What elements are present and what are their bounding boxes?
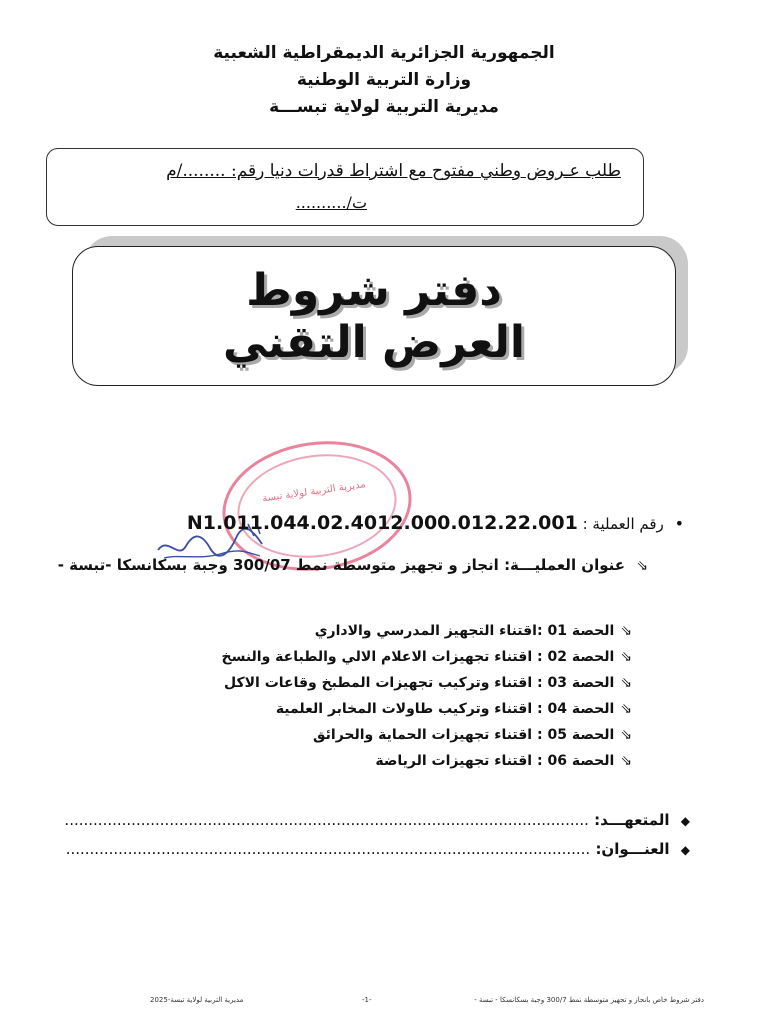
arrow-icon: ⇘ [620, 675, 632, 691]
page-number: -1- [362, 996, 372, 1004]
list-item [72, 618, 632, 644]
arrow-icon: ⇘ [620, 649, 632, 665]
operation-title-value: انجاز و تجهيز متوسطة نمط 300/07 وجبة بسكانسكا -تبسة - [57, 556, 499, 574]
lot-value: : اقتناء تجهيزات الحماية والحرائق [313, 727, 543, 743]
lot-label: الحصة 05 [547, 727, 615, 743]
address-blank: .............................................................................................................. [65, 840, 591, 858]
ministry-title: وزارة التربية الوطنية [296, 70, 472, 90]
title-box [72, 246, 676, 386]
bullet-icon: • [674, 514, 684, 533]
lot-value: :اقتناء التجهيز المدرسي والاداري [314, 623, 543, 639]
operation-number-row [187, 512, 684, 534]
lot-value: : اقتناء تجهيزات الرياضة [375, 753, 543, 769]
lot-label: الحصة 06 [547, 753, 615, 769]
page-footer [0, 996, 768, 1010]
bidder-blank: .............................................................................................................. [64, 811, 589, 829]
lot-label: الحصة 02 [547, 649, 615, 665]
lot-label: الحصة 03 [547, 675, 615, 691]
title-line-2: العرض التقني [222, 317, 526, 368]
address-label: العنـــوان: [595, 840, 670, 858]
list-item [72, 644, 632, 670]
arrow-icon: ⇘ [620, 753, 632, 769]
lot-value: : اقتناء وتركيب تجهيزات المطبخ وقاعات الاكل [223, 675, 543, 691]
title-line-1: دفتر شروط [246, 265, 502, 316]
bidder-fields [50, 806, 690, 864]
list-item [72, 722, 632, 748]
bidder-field [50, 806, 690, 835]
operation-title-label: عنوان العمليـــة: [504, 556, 626, 574]
directorate-title: مديرية التربية لولاية تبســـة [269, 97, 499, 117]
lot-label: الحصة 01 [547, 623, 615, 639]
operation-number-value: N1.011.044.02.4012.000.012.22.001 [186, 512, 578, 534]
arrow-icon: ⇘ [620, 727, 632, 743]
operation-number-label: رقم العملية : [582, 515, 664, 533]
lot-value: : اقتناء وتركيب طاولات المخابر العلمية [275, 701, 543, 717]
tender-request-line-2: ت/.......... [295, 193, 367, 212]
document-header [0, 40, 768, 121]
list-item [72, 696, 632, 722]
tender-request-box [46, 148, 644, 226]
tender-request-line-1: طلب عـروض وطني مفتوح مع اشتراط قدرات دنيا رقم: ......../م [166, 161, 621, 181]
diamond-bullet-icon: ◆ [680, 814, 690, 828]
lot-value: : اقتناء تجهيزات الاعلام الالي والطباعة والنسخ [221, 649, 543, 665]
lot-label: الحصة 04 [547, 701, 615, 717]
list-item [72, 748, 632, 774]
diamond-bullet-icon: ◆ [680, 843, 690, 857]
arrow-icon: ⇘ [620, 701, 632, 717]
arrow-icon: ⇘ [636, 558, 648, 574]
arrow-icon: ⇘ [620, 623, 632, 639]
footer-document-title: دفتر شروط خاص بانجاز و تجهيز متوسطة نمط 300/7 وجبة بسكانسكا - تبسة - [474, 996, 704, 1004]
republic-title: الجمهورية الجزائرية الديمقراطية الشعبية [213, 43, 555, 63]
footer-directorate: مديرية التربية لولاية تبسة-2025 [150, 996, 244, 1004]
lots-list [72, 618, 632, 774]
list-item [72, 670, 632, 696]
bidder-label: المتعهـــد: [594, 811, 670, 829]
stamp-text: مديرية التربية لولاية تبسة [261, 479, 367, 505]
address-field [50, 835, 690, 864]
operation-title-row [58, 556, 648, 574]
